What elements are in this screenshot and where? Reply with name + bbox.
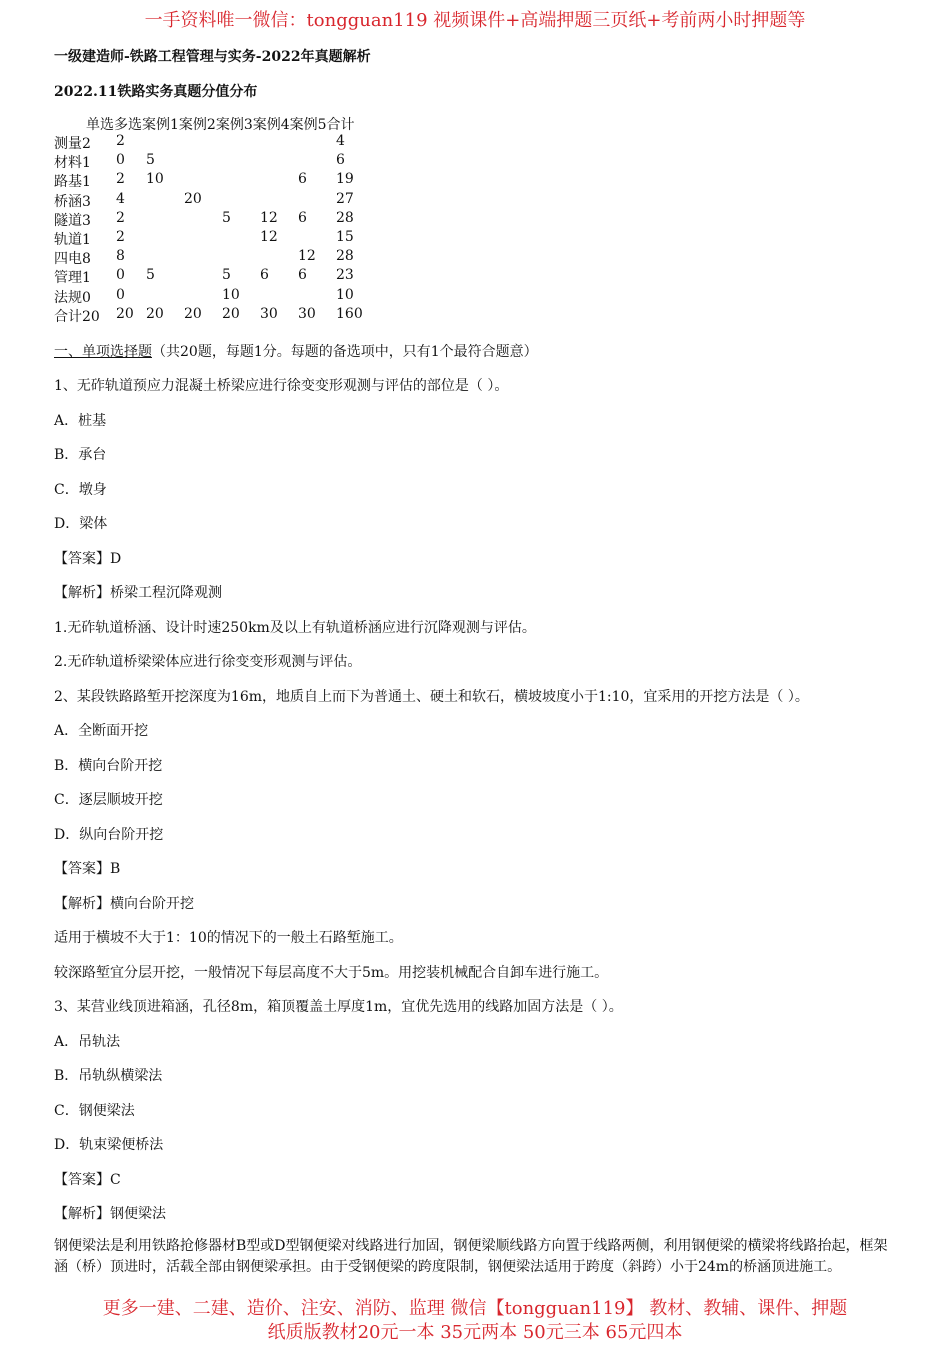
table-cell: 管理1 — [54, 270, 91, 287]
table-cell: 12 — [260, 229, 278, 245]
table-cell: 6 — [336, 152, 345, 169]
table-cell: 轨道1 — [54, 232, 91, 248]
table-cell: 0 — [116, 152, 125, 169]
table-cell: 5 — [146, 152, 155, 169]
option-3d: D．轨束梁便桥法 — [54, 1137, 164, 1153]
table-cell: 合计20 — [54, 308, 100, 325]
option-1c: C．墩身 — [54, 482, 107, 498]
explanation-1: 【解析】桥梁工程沉降观测 — [54, 585, 222, 601]
question-1: 1、无砟轨道预应力混凝土桥梁应进行徐变变形观测与评估的部位是（ ）。 — [54, 378, 509, 394]
table-cell: 20 — [184, 190, 202, 207]
table-cell: 27 — [336, 190, 354, 207]
table-cell: 8 — [116, 248, 125, 265]
option-1b: B．承台 — [54, 447, 107, 463]
table-row — [0, 287, 950, 305]
table-cell: 材料1 — [54, 155, 91, 172]
option-2c: C．逐层顺坡开挖 — [54, 792, 163, 808]
footer-line-2: 纸质版教材20元一本 35元两本 50元三本 65元四本 — [267, 1322, 683, 1343]
table-cell: 4 — [116, 190, 125, 207]
table-cell: 5 — [222, 209, 231, 226]
table-cell: 2 — [116, 133, 125, 149]
table-row — [0, 229, 950, 247]
footer-line-1: 更多一建、二建、造价、注安、消防、监理 微信【tongguan119】 教材、教辅、课件、押题 — [102, 1298, 848, 1319]
table-cell: 2 — [116, 209, 125, 226]
table-row — [0, 152, 950, 170]
explanation-3-paragraph: 钢便梁法是利用铁路抢修器材B型或D型钢便梁对线路进行加固，钢便梁顺线路方向置于线路两侧，利用钢便梁的横梁将线路抬起，框架涵（桥）顶进时，活载全部由钢便梁承担。由于受钢便梁的跨度限制，钢便梁法适用于跨度（斜跨）小于24m的桥涵顶进施工。 — [54, 1238, 888, 1275]
table-cell: 6 — [298, 267, 307, 284]
answer-1: 【答案】D — [54, 551, 122, 567]
table-cell: 10 — [222, 286, 240, 303]
table-cell: 0 — [116, 286, 125, 303]
table-header: 单选多选案例1案例2案例3案例4案例5合计 — [86, 117, 355, 133]
section-heading — [54, 341, 538, 361]
table-cell: 桥涵3 — [54, 193, 91, 210]
table-cell: 6 — [260, 267, 269, 284]
table-cell: 28 — [336, 248, 354, 265]
table-cell: 四电8 — [54, 251, 91, 268]
table-cell: 路基1 — [54, 174, 91, 191]
table-title: 2022.11铁路实务真题分值分布 — [54, 84, 258, 100]
answer-3: 【答案】C — [54, 1172, 121, 1188]
table-cell: 20 — [184, 305, 202, 322]
table-cell: 12 — [260, 209, 278, 226]
table-cell: 12 — [298, 248, 316, 265]
answer-2: 【答案】B — [54, 861, 121, 877]
option-3c: C．钢便梁法 — [54, 1103, 135, 1119]
table-cell: 28 — [336, 209, 354, 226]
table-cell: 5 — [222, 267, 231, 284]
table-cell: 隧道3 — [54, 212, 91, 229]
explanation-2: 【解析】横向台阶开挖 — [54, 896, 194, 912]
table-cell: 20 — [116, 305, 134, 322]
table-cell: 30 — [298, 305, 316, 322]
table-cell: 10 — [146, 171, 164, 188]
option-1a: A．桩基 — [54, 413, 107, 429]
table-cell: 2 — [116, 171, 125, 188]
table-row — [0, 171, 950, 189]
table-cell: 法规0 — [54, 289, 91, 306]
table-cell: 0 — [116, 267, 125, 284]
table-row — [0, 248, 950, 266]
section-label: 一、单项选择题 — [54, 344, 152, 360]
option-3b: B．吊轨纵横梁法 — [54, 1068, 163, 1084]
table-cell: 10 — [336, 286, 354, 303]
question-3: 3、某营业线顶进箱涵，孔径8m，箱顶覆盖土厚度1m，宜优先选用的线路加固方法是（ ）。 — [54, 999, 623, 1015]
table-cell: 4 — [336, 133, 345, 149]
table-row — [0, 306, 950, 324]
table-cell: 20 — [222, 305, 240, 322]
option-3a: A．吊轨法 — [54, 1034, 121, 1050]
table-cell: 6 — [298, 209, 307, 226]
explanation-1-point-1: 1.无砟轨道桥涵、设计时速250km及以上有轨道桥涵应进行沉降观测与评估。 — [54, 620, 536, 636]
explanation-1-point-2: 2.无砟轨道桥梁梁体应进行徐变变形观测与评估。 — [54, 654, 362, 670]
question-2: 2、某段铁路路堑开挖深度为16m，地质自上而下为普通土、硬土和软石，横坡坡度小于1:10，宜采用的开挖方法是（ ）。 — [54, 689, 809, 705]
table-row — [0, 191, 950, 209]
section-desc: （共20题，每题1分。每题的备选项中，只有1个最符合题意） — [152, 344, 538, 360]
option-2d: D．纵向台阶开挖 — [54, 827, 164, 843]
table-cell: 160 — [336, 305, 363, 322]
doc-title: 一级建造师-铁路工程管理与实务-2022年真题解析 — [54, 49, 371, 65]
table-cell: 5 — [146, 267, 155, 284]
option-2a: A．全断面开挖 — [54, 723, 149, 739]
table-row — [0, 133, 950, 151]
table-cell: 23 — [336, 267, 354, 284]
option-2b: B．横向台阶开挖 — [54, 758, 163, 774]
table-cell: 6 — [298, 171, 307, 188]
option-1d: D．梁体 — [54, 516, 108, 532]
table-cell: 测量2 — [54, 136, 91, 152]
table-cell: 15 — [336, 229, 354, 245]
explanation-2-point-2: 较深路堑宜分层开挖，一般情况下每层高度不大于5m。用挖装机械配合自卸车进行施工。 — [54, 965, 609, 981]
table-cell: 2 — [116, 229, 125, 245]
table-cell: 20 — [146, 305, 164, 322]
explanation-3: 【解析】钢便梁法 — [54, 1206, 166, 1222]
table-cell: 30 — [260, 305, 278, 322]
explanation-2-point-1: 适用于横坡不大于1：10的情况下的一般土石路堑施工。 — [54, 930, 403, 946]
table-row — [0, 210, 950, 228]
table-row — [0, 267, 950, 285]
table-cell: 19 — [336, 171, 354, 188]
banner-top: 一手资料唯一微信：tongguan119 视频课件+高端押题三页纸+考前两小时押题等 — [144, 10, 806, 31]
